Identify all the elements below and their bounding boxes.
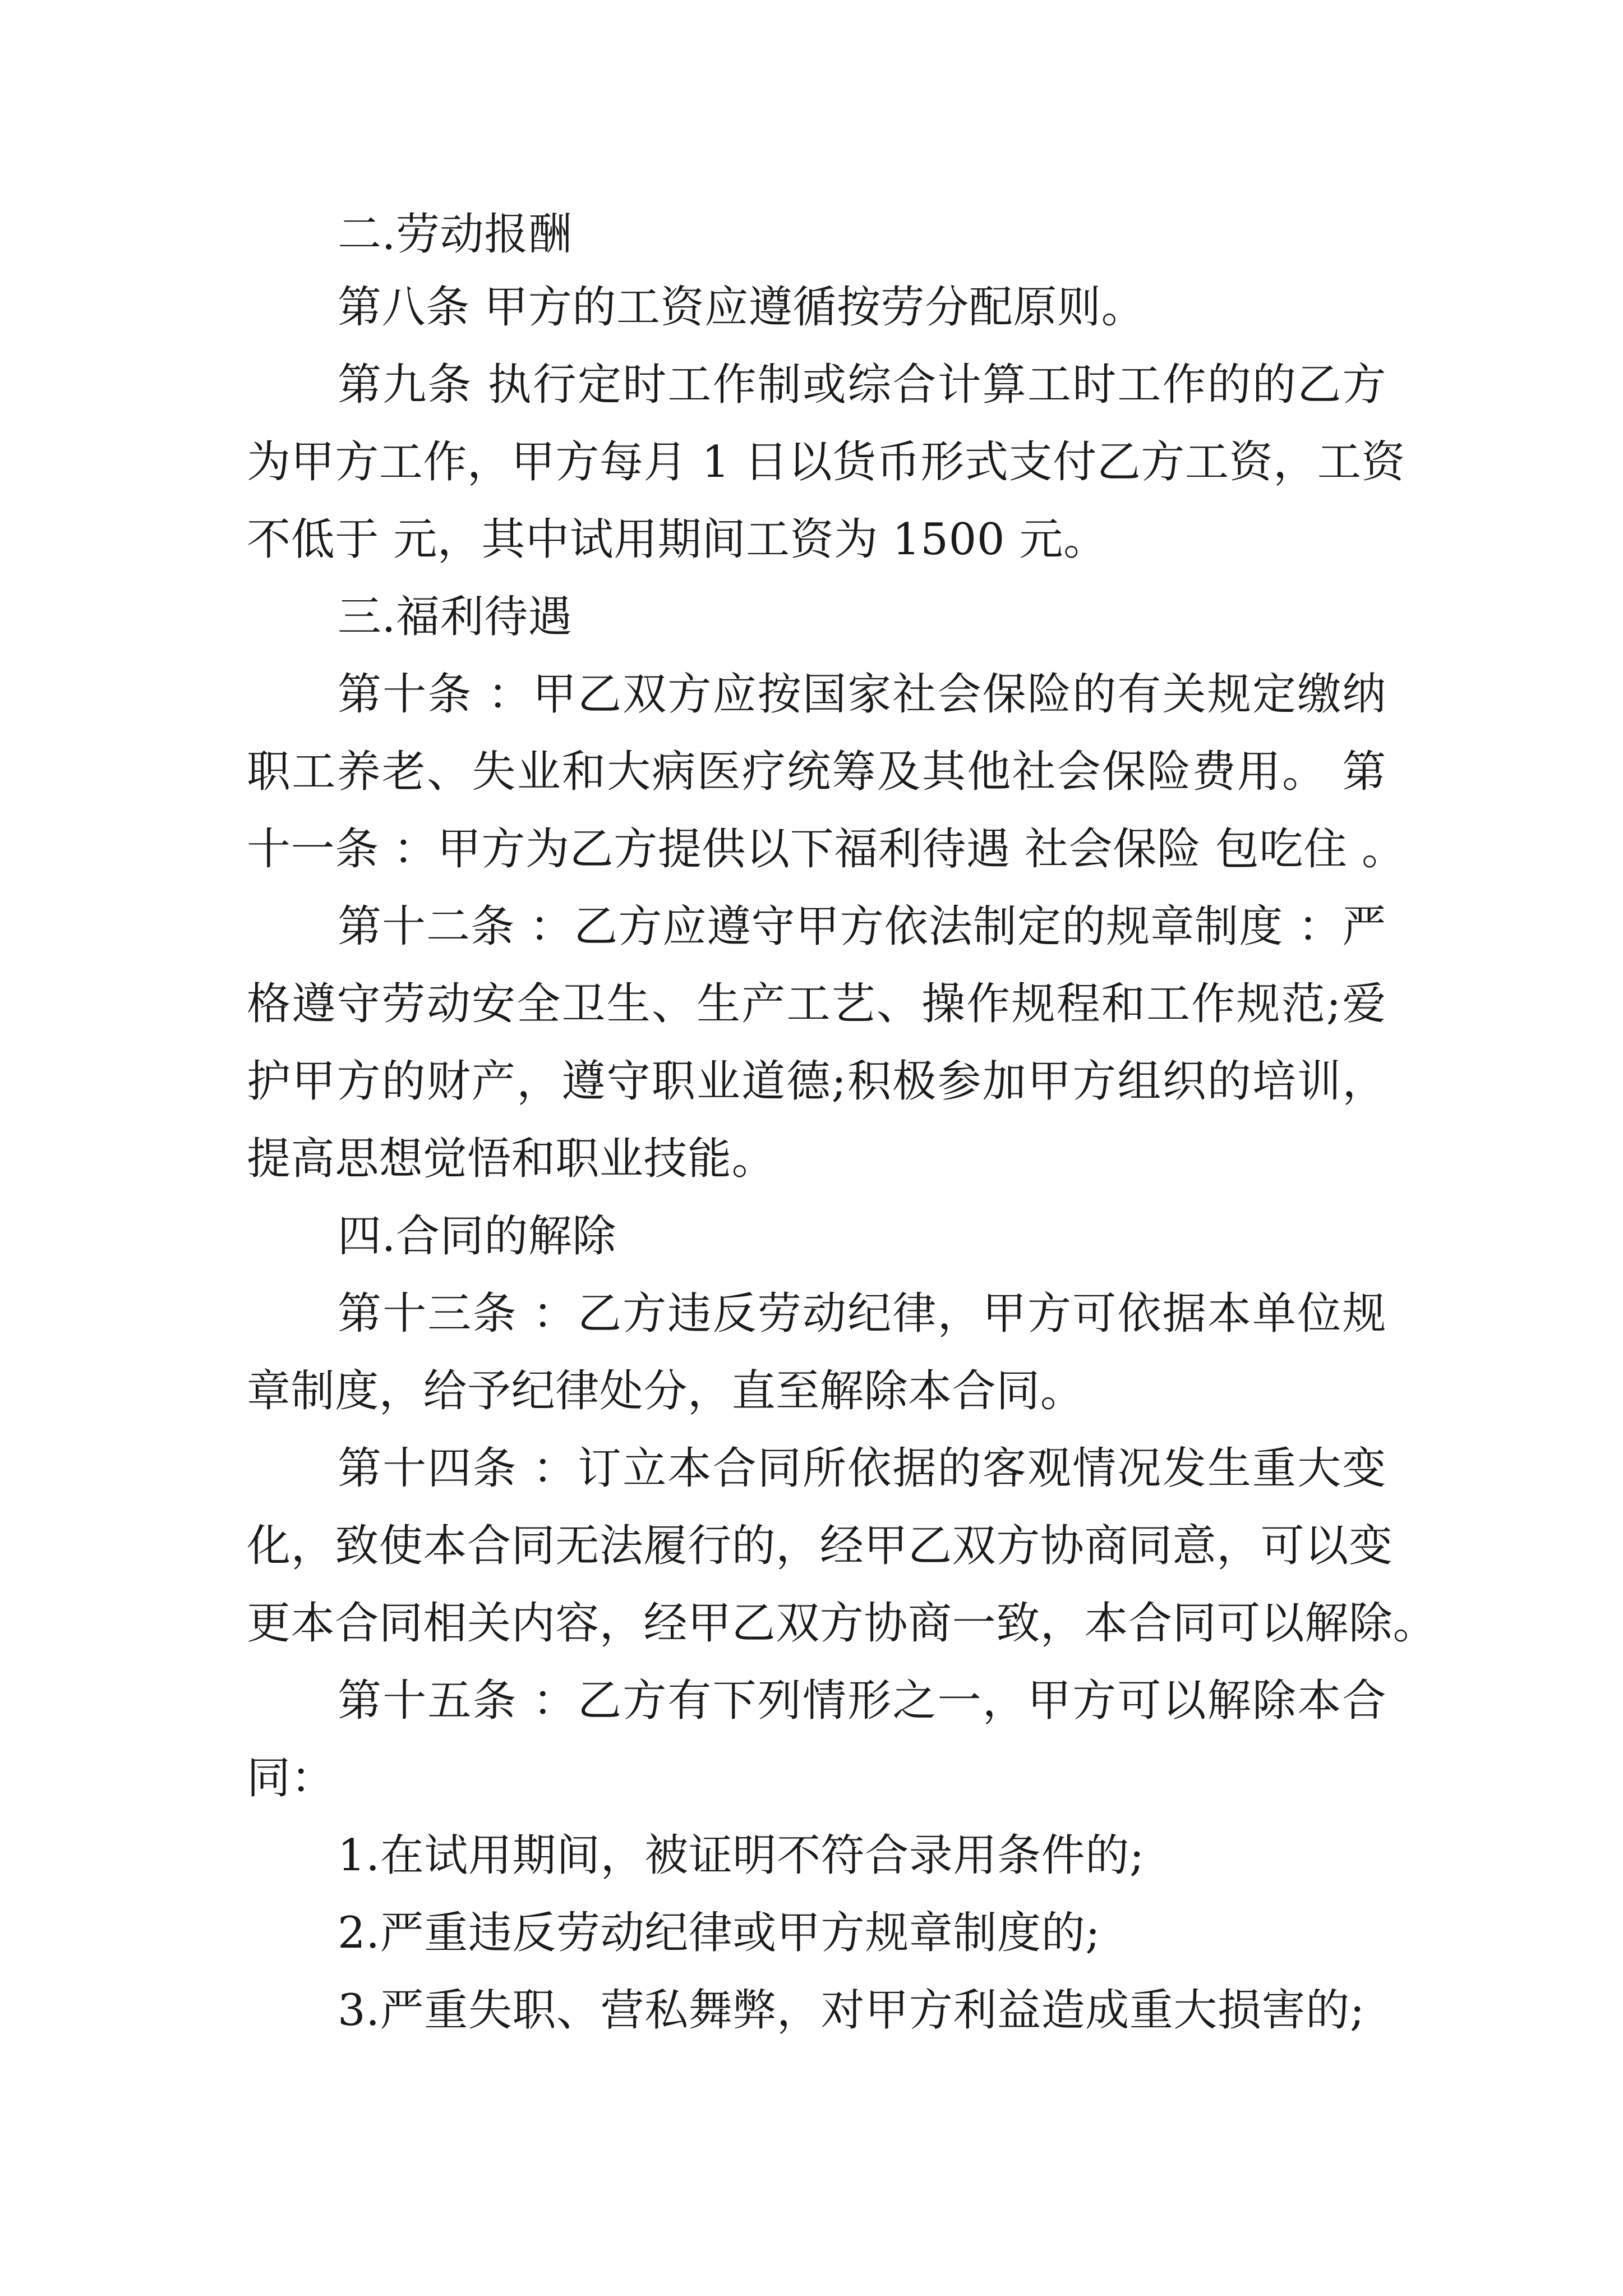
paragraph-line: 更本合同相关内容，经甲乙双方协商一致，本合同可以解除。 [247,1598,1437,1649]
paragraph-line: 第十二条 ：乙方应遵守甲方依法制定的规章制度 ：严 [338,901,1386,952]
paragraph-line: 第十条 ：甲乙双方应按国家社会保险的有关规定缴纳 [338,669,1386,720]
paragraph-line: 化，致使本合同无法履行的，经甲乙双方协商同意，可以变 [247,1521,1393,1571]
paragraph-line: 章制度，给予纪律处分，直至解除本合同。 [247,1366,1085,1416]
list-item: 2.严重违反劳动纪律或甲方规章制度的; [338,1908,1101,1958]
section-heading: 四.合同的解除 [338,1211,616,1262]
paragraph-line: 提高思想觉悟和职业技能。 [247,1134,776,1184]
paragraph-line: 为甲方工作，甲方每月 1 日以货币形式支付乙方工资，工资 [247,437,1406,487]
section-heading: 三.福利待遇 [338,592,573,642]
paragraph-line: 同： [247,1753,335,1803]
list-item: 3.严重失职、营私舞弊，对甲方利益造成重大损害的; [338,1985,1365,2036]
paragraph-line: 第十五条 ：乙方有下列情形之一，甲方可以解除本合 [338,1676,1386,1726]
paragraph-line: 第九条 执行定时工作制或综合计算工时工作的的乙方 [338,360,1386,410]
paragraph-line: 职工养老、失业和大病医疗统筹及其他社会保险费用。 第 [247,747,1386,797]
paragraph-line: 不低于 元，其中试用期间工资为 1500 元。 [247,514,1108,565]
paragraph-line: 第十四条 ：订立本合同所依据的客观情况发生重大变 [338,1443,1386,1494]
paragraph-line: 第八条 甲方的工资应遵循按劳分配原则。 [338,282,1146,333]
paragraph-line: 格遵守劳动安全卫生、生产工艺、操作规程和工作规范;爱 [247,979,1386,1029]
paragraph-line: 第十三条 ：乙方违反劳动纪律，甲方可依据本单位规 [338,1289,1386,1339]
section-heading: 二.劳动报酬 [338,209,573,260]
paragraph-line: 护甲方的财产，遵守职业道德;积极参加甲方组织的培训， [247,1056,1386,1107]
paragraph-line: 十一条 ：甲方为乙方提供以下福利待遇 社会保险 包吃住 。 [247,824,1406,875]
list-item: 1.在试用期间，被证明不符合录用条件的; [338,1830,1145,1881]
